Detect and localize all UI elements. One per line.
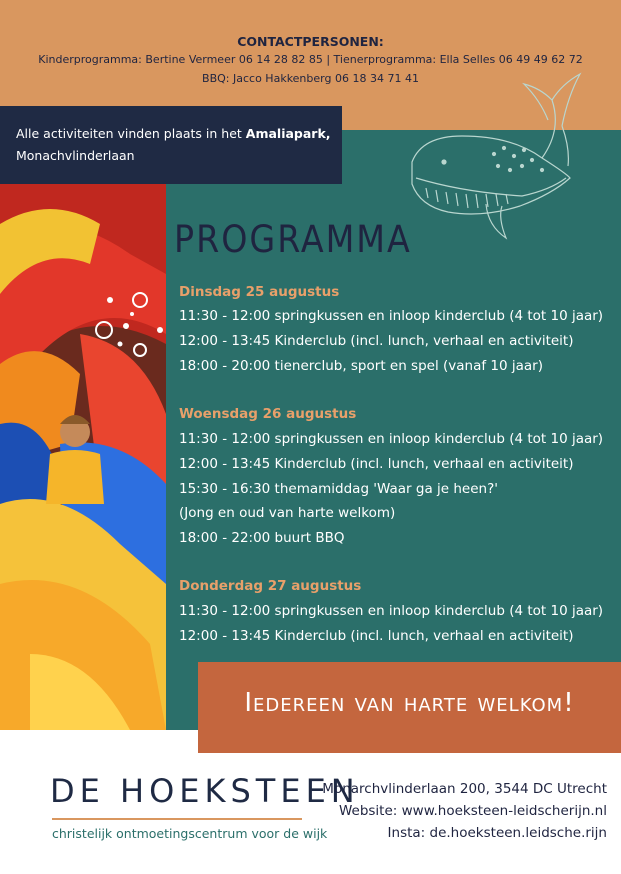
location-street: Monachvlinderlaan (16, 148, 135, 163)
logo-wordmark: DE HOEKSTEEN (50, 772, 360, 810)
program-item: 11:30 - 12:00 springkussen en inloop kinderclub (4 tot 10 jaar) (179, 603, 604, 619)
program-title: PROGRAMMA (174, 218, 412, 261)
address-street: Monarchvlinderlaan 200, 3544 DC Utrecht (322, 781, 607, 797)
location-prefix: Alle activiteiten vinden plaats in het (16, 126, 246, 141)
address-instagram: Insta: de.hoeksteen.leidsche.rijn (387, 825, 607, 841)
location-park: Amaliapark, (245, 126, 331, 141)
program-item: 18:00 - 20:00 tienerclub, sport en spel (vanaf 10 jaar) (179, 358, 543, 374)
logo-tagline: christelijk ontmoetingscentrum voor de wijk (52, 826, 328, 841)
program-item: 12:00 - 13:45 Kinderclub (incl. lunch, verhaal en activiteit) (179, 456, 574, 472)
program-item: 12:00 - 13:45 Kinderclub (incl. lunch, verhaal en activiteit) (179, 628, 574, 644)
bouncy-castle-photo (0, 184, 166, 730)
address-website: Website: www.hoeksteen-leidscherijn.nl (338, 803, 607, 819)
day-heading: Donderdag 27 augustus (179, 578, 362, 594)
program-item: 18:00 - 22:00 buurt BBQ (179, 530, 345, 546)
welcome-banner (198, 662, 621, 753)
contact-line-1: Kinderprogramma: Bertine Vermeer 06 14 28 82 85 | Tienerprogramma: Ella Selles 06 49 49 62 72 (38, 53, 583, 66)
program-item: 11:30 - 12:00 springkussen en inloop kinderclub (4 tot 10 jaar) (179, 308, 604, 324)
day-heading: Woensdag 26 augustus (179, 406, 357, 422)
contact-line-2: BBQ: Jacco Hakkenberg 06 18 34 71 41 (202, 72, 419, 85)
program-item: 15:30 - 16:30 themamiddag 'Waar ga je heen?' (179, 481, 498, 497)
program-item: (Jong en oud van harte welkom) (179, 505, 396, 521)
contact-title: CONTACTPERSONEN: (237, 34, 384, 49)
logo-divider (52, 818, 302, 820)
day-heading: Dinsdag 25 augustus (179, 284, 340, 300)
location-line-1 (16, 123, 331, 145)
welcome-text: Iedereen van harte welkom! (244, 688, 575, 718)
whale-illustration (402, 66, 598, 248)
program-item: 11:30 - 12:00 springkussen en inloop kinderclub (4 tot 10 jaar) (179, 431, 604, 447)
program-item: 12:00 - 13:45 Kinderclub (incl. lunch, verhaal en activiteit) (179, 333, 574, 349)
location-box (0, 106, 342, 184)
